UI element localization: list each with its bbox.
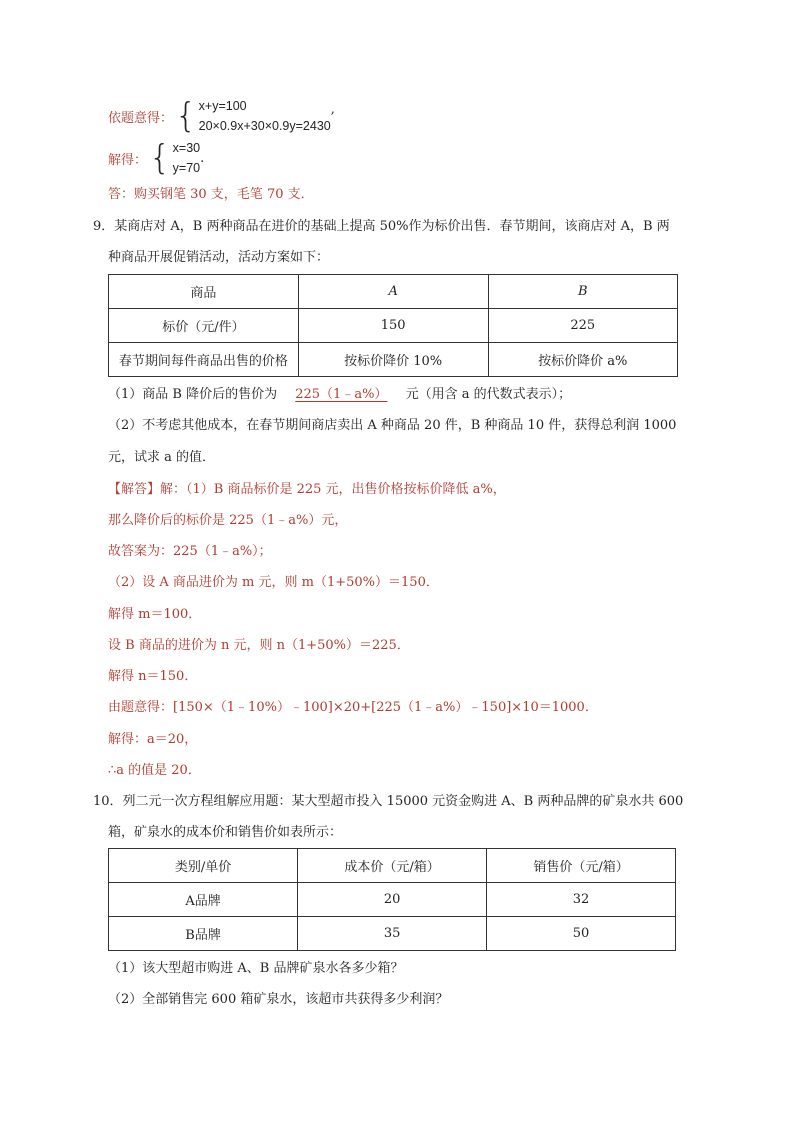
table-cell: 35 bbox=[298, 917, 487, 951]
solution-system bbox=[173, 138, 200, 178]
solution-equations bbox=[108, 138, 204, 178]
left-brace-icon: { bbox=[175, 96, 197, 136]
q9-stem-line-1: 9．某商店对 A，B 两种商品在进价的基础上提高 50%作为标价出售．春节期间，该商店对 A，B 两 bbox=[93, 219, 670, 234]
solution-line: 设 B 商品的进价为 n 元，则 n（1+50%）＝225． bbox=[108, 638, 410, 653]
q10-sub2: （2）全部销售完 600 箱矿泉水，该超市共获得多少利润？ bbox=[108, 992, 449, 1007]
table-header-cell: A bbox=[298, 275, 488, 309]
table-cell: A品牌 bbox=[109, 883, 298, 917]
solution-line: 故答案为：225（1﹣a%）； bbox=[108, 544, 272, 559]
table-cell: 标价（元/件） bbox=[109, 309, 299, 343]
setup-label: 依题意得： bbox=[108, 110, 174, 126]
q9-stem-line-2: 种商品开展促销活动，活动方案如下： bbox=[108, 250, 330, 265]
table-cell: 按标价降价 10% bbox=[298, 343, 488, 377]
table-cell: B品牌 bbox=[109, 917, 298, 951]
q10-stem-line-2: 箱，矿泉水的成本价和销售价如表所示： bbox=[108, 825, 343, 840]
table-row bbox=[109, 275, 678, 309]
table-cell: 按标价降价 a% bbox=[488, 343, 678, 377]
table-cell: 225 bbox=[488, 309, 678, 343]
equation-2: 20×0.9x+30×0.9y=2430 bbox=[198, 119, 331, 133]
q10-price-table bbox=[108, 848, 676, 951]
table-cell: 春节期间每件商品出售的价格 bbox=[109, 343, 299, 377]
q9-sub1-answer-blank: 225（1﹣a%） bbox=[295, 387, 388, 402]
table-row bbox=[109, 883, 676, 917]
solution-line: 解得 n＝150． bbox=[108, 669, 198, 684]
table-row bbox=[109, 309, 678, 343]
solution-line: 【解答】解：（1）B 商品标价是 225 元，出售价格按标价降低 a%， bbox=[108, 482, 506, 497]
table-cell: 20 bbox=[298, 883, 487, 917]
q9-price-table bbox=[108, 274, 678, 377]
table-header-cell: 类别/单价 bbox=[109, 849, 298, 883]
table-row bbox=[109, 849, 676, 883]
solution-line: ∴a 的值是 20． bbox=[108, 763, 201, 778]
table-row bbox=[109, 917, 676, 951]
solution-line: 那么降价后的标价是 225（1﹣a%）元， bbox=[108, 513, 348, 528]
table-row bbox=[109, 343, 678, 377]
left-brace-icon: { bbox=[149, 138, 171, 178]
solution-2: y=70 bbox=[172, 161, 201, 175]
table-header-cell: 成本价（元/箱） bbox=[298, 849, 487, 883]
q9-sub1-prefix: （1）商品 B 降价后的售价为 bbox=[108, 387, 278, 402]
table-header-cell: 销售价（元/箱） bbox=[487, 849, 676, 883]
table-cell: 50 bbox=[487, 917, 676, 951]
solution-1: x=30 bbox=[172, 141, 201, 155]
setup-equations bbox=[108, 96, 335, 136]
q10-sub1: （1）该大型超市购进 A、B 品牌矿泉水各多少箱？ bbox=[108, 961, 404, 976]
q9-sub1-suffix: 元（用含 a 的代数式表示）； bbox=[405, 387, 572, 402]
solution-line: 由题意得：[150×（1﹣10%）﹣100]×20+[225（1﹣a%）﹣150]×10＝1000． bbox=[108, 700, 598, 715]
solution-line: 解得 m＝100． bbox=[108, 607, 202, 622]
q10-stem-line-1: 10．列二元一次方程组解应用题：某大型超市投入 15000 元资金购进 A、B 两种品牌的矿泉水共 600 bbox=[93, 794, 684, 809]
q9-sub1 bbox=[108, 386, 571, 404]
solution-line: 解得：a＝20， bbox=[108, 732, 198, 747]
table-header-cell: 商品 bbox=[109, 275, 299, 309]
table-cell: 32 bbox=[487, 883, 676, 917]
answer-line: 答：购买钢笔 30 支，毛笔 70 支． bbox=[108, 187, 314, 202]
solve-label: 解得： bbox=[108, 152, 148, 168]
q9-sub2-line-1: （2）不考虑其他成本，在春节期间商店卖出 A 种商品 20 件，B 种商品 10 件，获得总利润 1000 bbox=[108, 418, 677, 433]
table-cell: 150 bbox=[298, 309, 488, 343]
equation-system bbox=[199, 96, 331, 136]
q9-sub2-line-2: 元，试求 a 的值． bbox=[108, 450, 216, 465]
solution-line: （2）设 A 商品进价为 m 元，则 m（1+50%）＝150． bbox=[108, 575, 439, 590]
solution-tail: . bbox=[200, 150, 205, 166]
equation-1: x+y=100 bbox=[198, 99, 247, 113]
equation-tail: , bbox=[330, 102, 335, 117]
table-header-cell: B bbox=[488, 275, 678, 309]
